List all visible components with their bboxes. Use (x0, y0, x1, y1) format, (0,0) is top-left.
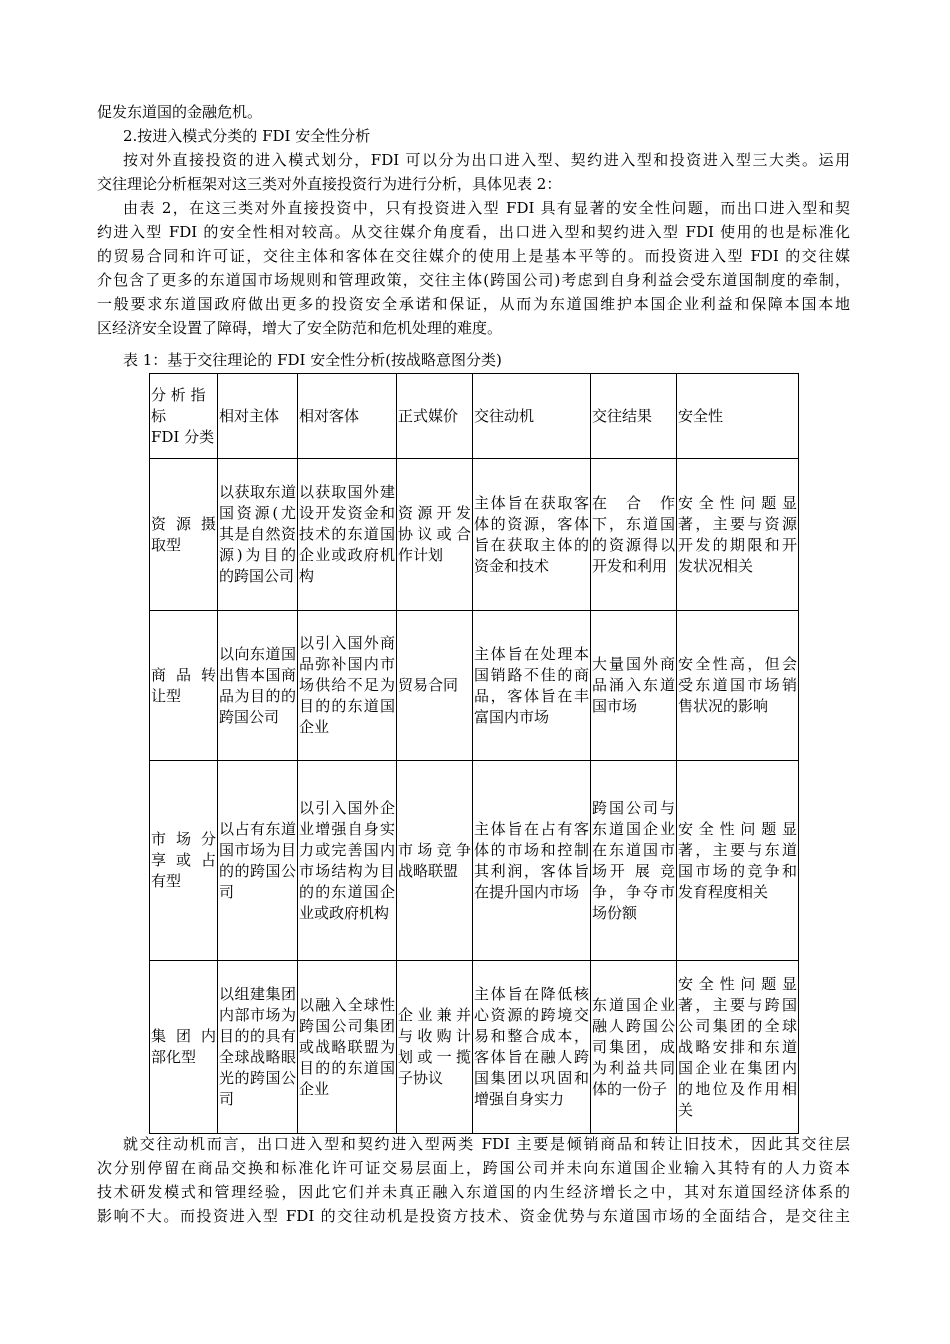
row-category: 资 源 摄取型 (150, 459, 218, 611)
table-row (150, 961, 799, 1134)
row-safety: 安全性问题显著，主要与东道国市场的竞争和发育程度相关 (677, 761, 799, 961)
row-subject: 以获取东道国资源(尤其是自然资源)为目的的跨国公司 (218, 459, 298, 611)
table-row (150, 611, 799, 761)
paragraph-line: 按对外直接投资的进入模式划分，FDI 可以分为出口进入型、契约进入型和投资进入型三大类。运用 (123, 151, 850, 169)
paragraph-line: 介包含了更多的东道国市场规则和管理政策，交往主体(跨国公司)考虑到自身利益会受东道国制度的牵制， (97, 271, 850, 289)
row-motive: 主体旨在获取客体的资源，客体旨在获取主体的资金和技术 (473, 459, 591, 611)
header-subject: 相对主体 (218, 374, 298, 459)
row-medium: 企业兼并与收购计划或一揽子协议 (397, 961, 473, 1134)
paragraph-line: 就交往动机而言，出口进入型和契约进入型两类 FDI 主要是倾销商品和转让旧技术，因此其交往层 (123, 1135, 850, 1153)
row-medium: 市场竞争战略联盟 (397, 761, 473, 961)
row-subject: 以向东道国出售本国商品为目的的跨国公司 (218, 611, 298, 761)
table-caption: 表 1：基于交往理论的 FDI 安全性分析(按战略意图分类) (123, 351, 502, 369)
row-object: 以融入全球性跨国公司集团或战略联盟为目的的东道国企业 (298, 961, 397, 1134)
paragraph-line: 由表 2，在这三类对外直接投资中，只有投资进入型 FDI 具有显著的安全性问题，而出口进入型和契 (123, 199, 850, 217)
row-motive: 主体旨在降低核心资源的跨境交易和整合成本，客体旨在融人跨国集团以巩固和增强自身实力 (473, 961, 591, 1134)
row-motive: 主体旨在占有客体的市场和控制其利润，客体旨在提升国内市场 (473, 761, 591, 961)
paragraph-line: 的贸易合同和许可证，交往主体和客体在交往媒介的使用上是基本平等的。而投资进入型 FDI 的交往媒 (97, 247, 850, 265)
row-category: 商 品 转让型 (150, 611, 218, 761)
row-object: 以引入国外商品弥补国内市场供给不足为目的的东道国企业 (298, 611, 397, 761)
row-subject: 以占有东道国市场为目的的跨国公司 (218, 761, 298, 961)
paragraph-line: 一般要求东道国政府做出更多的投资安全承诺和保证，从而为东道国维护本国企业利益和保障本国本地 (97, 295, 850, 313)
table-header-row (150, 374, 799, 459)
row-subject: 以组建集团内部市场为目的的具有全球战略眼光的跨国公司 (218, 961, 298, 1134)
row-result: 大量国外商品涌入东道国市场 (591, 611, 677, 761)
fdi-analysis-table (149, 373, 799, 1134)
header-corner-line: FDI 分类 (151, 427, 215, 446)
row-category: 市 场 分享 或 占有型 (150, 761, 218, 961)
row-object: 以引入国外企业增强自身实力或完善国内市场结构为目的的东道国企业或政府机构 (298, 761, 397, 961)
paragraph-line: 技术研发模式和管理经验，因此它们并未真正融入东道国的内生经济增长之中，其对东道国经济体系的 (97, 1183, 850, 1201)
header-medium: 正式媒价 (397, 374, 473, 459)
row-result: 东道国企业融人跨国公司集团，成为利益共同体的一份子 (591, 961, 677, 1134)
header-safety: 安全性 (677, 374, 799, 459)
row-safety: 安全性高，但会受东道国市场销售状况的影响 (677, 611, 799, 761)
row-category: 集 团 内部化型 (150, 961, 218, 1134)
row-safety: 安全性问题显著，主要与跨国公司集团的全球战略安排和东道国企业在集团内的地位及作用相关 (677, 961, 799, 1134)
row-result: 在 合 作下，东道国的资源得以开发和利用 (591, 459, 677, 611)
paragraph-line: 交往理论分析框架对这三类对外直接投资行为进行分析，具体见表 2： (97, 175, 562, 193)
row-medium: 贸易合同 (397, 611, 473, 761)
row-safety: 安全性问题显著，主要与资源开发的期限和开发状况相关 (677, 459, 799, 611)
paragraph-line: 促发东道国的金融危机。 (97, 103, 263, 121)
row-result: 跨国公司与东道国企业在东道国市场开 展 竞争，争夺市场份额 (591, 761, 677, 961)
table-row (150, 459, 799, 611)
header-result: 交往结果 (591, 374, 677, 459)
header-motive: 交往动机 (473, 374, 591, 459)
row-object: 以获取国外建设开发资金和技术的东道国企业或政府机构 (298, 459, 397, 611)
header-object: 相对客体 (298, 374, 397, 459)
paragraph-line: 约进入型 FDI 的安全性相对较高。从交往媒介角度看，出口进入型和契约进入型 FDI 使用的也是标准化 (97, 223, 850, 241)
header-corner-line: 分 析 指 (151, 385, 206, 404)
paragraph-line: 区经济安全设置了障碍，增大了安全防范和危机处理的难度。 (97, 319, 503, 337)
row-motive: 主体旨在处理本国销路不佳的商品，客体旨在丰富国内市场 (473, 611, 591, 761)
header-corner-line: 标 (151, 406, 167, 425)
paragraph-line: 影响不大。而投资进入型 FDI 的交往动机是投资方技术、资金优势与东道国市场的全面结合，是交往主 (97, 1207, 850, 1225)
header-corner-cell (150, 374, 218, 459)
section-heading: 2.按进入模式分类的 FDI 安全性分析 (123, 127, 371, 145)
row-medium: 资源开发协议或合作计划 (397, 459, 473, 611)
paragraph-line: 次分别停留在商品交换和标准化许可证交易层面上，跨国公司并未向东道国企业输入其特有的人力资本 (97, 1159, 850, 1177)
table-row (150, 761, 799, 961)
